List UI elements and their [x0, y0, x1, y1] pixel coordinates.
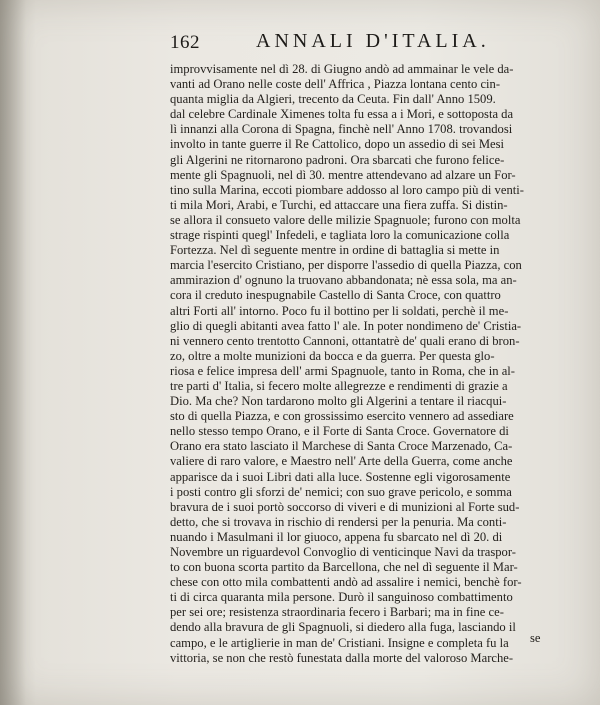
- text-line: marcia l'esercito Cristiano, per disporre l'assedio di quella Piazza, con: [170, 258, 522, 273]
- text-line: i posti contro gli sforzi de' nemici; con suo grave pericolo, e somma: [170, 484, 512, 499]
- text-line: Dio. Ma che? Non tardarono molto gli Algerini a tentare il riacqui-: [170, 394, 507, 409]
- text-line: lì innanzi alla Corona di Spagna, finchè nell' Anno 1708. trovandosi: [170, 122, 513, 137]
- text-line: chese con otto mila combattenti andò ad assalire i nemici, benchè for-: [170, 575, 522, 590]
- text-line: valiere di raro valore, e Maestro nell' Arte della Guerra, come anche: [170, 454, 513, 469]
- text-line: sto di quella Piazza, e con grossissimo esercito vennero ad assediare: [170, 409, 514, 424]
- text-line: quanta miglia da Algieri, trecento da Ceuta. Fin dall' Anno 1509.: [170, 92, 496, 107]
- page-number: 162: [170, 32, 200, 53]
- text-line: cora il creduto inespugnabile Castello di Santa Croce, con quattro: [170, 288, 501, 303]
- text-line: Fortezza. Nel dì seguente mentre in ordine di battaglia si mette in: [170, 243, 500, 258]
- text-line: tre parti d' Italia, si fecero molte allegrezze e rendimenti di grazie a: [170, 378, 508, 393]
- text-line: se allora il consueto valore delle milizie Spagnuole; furono con molta: [170, 212, 521, 227]
- text-line: vittoria, se non che restò funestata dalla morte del valoroso Marche-: [170, 650, 514, 665]
- text-line: Novembre un riguardevol Convoglio di venticinque Navi da traspor-: [170, 545, 516, 559]
- text-line: nuando i Masulmani il lor giuoco, appena fu sbarcato nel dì 20. di: [170, 529, 503, 544]
- text-line: riosa e felice impresa dell' armi Spagnuole, tanto in Roma, che in al-: [170, 363, 515, 378]
- text-line: ni vennero cento trentotto Cannoni, ottantatrè de' quali erano di bron-: [170, 333, 520, 348]
- text-line: involto in tante guerre il Re Cattolico, dopo un assedio di sei Mesi: [170, 137, 505, 152]
- running-title: ANNALI D'ITALIA.: [256, 30, 490, 52]
- text-line: tino sulla Marina, eccoti piombare addosso al loro campo più di venti-: [170, 182, 524, 197]
- page-header: [170, 30, 590, 56]
- text-line: improvvisamente nel dì 28. di Giugno andò ad ammainar le vele da-: [170, 62, 514, 76]
- text-line: detto, che si trovava in rischio di rendersi per la penuria. Ma conti-: [170, 514, 507, 529]
- text-line: mente gli Spagnuoli, nel dì 30. mentre attendevano ad alzare un For-: [170, 167, 516, 182]
- text-line: glio di quegli abitanti avea fatto l' ale. In poter nondimeno de' Cristia-: [170, 318, 522, 333]
- text-line: apparisce da i suoi Libri dati alla luce. Sostenne egli vigorosamente: [170, 469, 511, 484]
- text-line: vanti ad Orano nelle coste dell' Affrica , Piazza lontana cento cin-: [170, 77, 501, 92]
- text-line: Orano era stato lasciato il Marchese di Santa Croce Marzenado, Ca-: [170, 439, 513, 454]
- text-line: dal celebre Cardinale Ximenes tolta fu essa a i Mori, e sottoposta da: [170, 107, 514, 122]
- gutter-shadow: [0, 0, 26, 705]
- text-line: per sei ore; resistenza straordinaria fecero i Barbari; ma in fine ce-: [170, 605, 504, 620]
- text-line: gli Algerini ne ritornarono padroni. Ora sbarcati che furono felice-: [170, 152, 505, 167]
- text-line: ammirazion d' ognuno la truovano abbandonata; nè essa sola, ma an-: [170, 273, 517, 288]
- text-line: nello stesso tempo Orano, e il Forte di Santa Croce. Governatore di: [170, 424, 509, 439]
- text-line: campo, e le artiglierie in man de' Cristiani. Insigne e completa fu la: [170, 635, 509, 650]
- text-line: ti di circa quaranta mila persone. Durò il sanguinoso combattimento: [170, 590, 513, 605]
- text-line: zo, oltre a molte munizioni da bocca e da guerra. Per questa glo-: [170, 348, 495, 363]
- text-line: altri Forti all' intorno. Poco fu il bottino per li soldati, perchè il me-: [170, 303, 509, 318]
- catchword: se: [530, 631, 541, 645]
- text-line: strage rispinti quegl' Infedeli, e tagliata loro la comunicazione colla: [170, 228, 510, 243]
- body-text: [170, 62, 568, 666]
- text-line: dendo alla bravura de gli Spagnuoli, si diedero alla fuga, lasciando il: [170, 620, 516, 635]
- text-line: to con buona scorta partito da Barcellona, che nel dì seguente il Mar-: [170, 560, 518, 575]
- text-line: bravura de i suoi portò soccorso di viveri e di munizioni al Forte sud-: [170, 499, 520, 514]
- text-line: ti mila Mori, Arabi, e Turchi, ed attaccare una fiera zuffa. Si distin-: [170, 197, 508, 212]
